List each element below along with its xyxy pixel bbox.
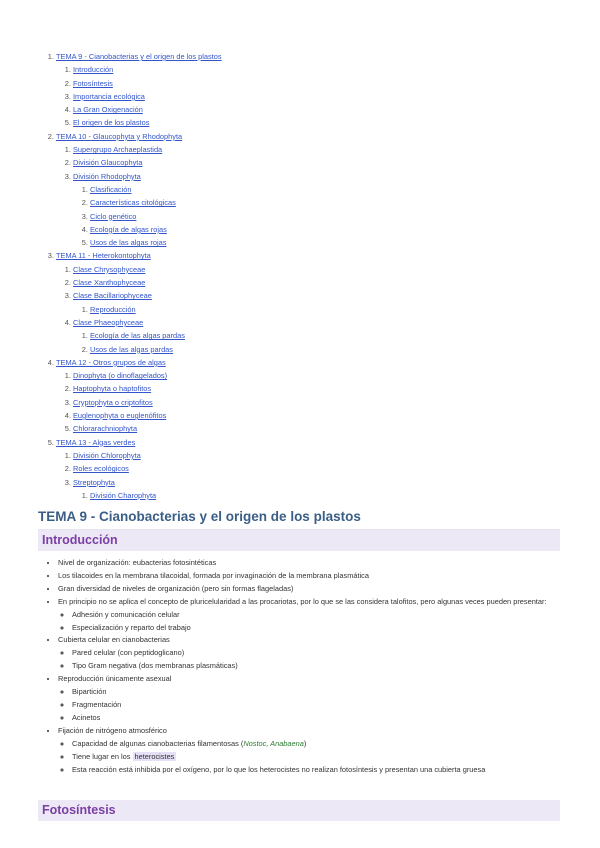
toc-item <box>73 409 574 422</box>
highlighted-term: heterocistes <box>134 751 175 761</box>
toc-list <box>73 183 574 249</box>
toc-item <box>73 316 574 356</box>
toc-link[interactable]: División Rhodophyta <box>73 171 141 181</box>
section-title: TEMA 9 - Cianobacterias y el origen de los plastos <box>38 505 560 530</box>
toc-item <box>73 369 574 382</box>
toc-list <box>56 369 574 435</box>
toc-link[interactable]: División Glaucophyta <box>73 158 143 168</box>
toc-link[interactable]: TEMA 9 - Cianobacterias y el origen de los plastos <box>56 52 222 61</box>
toc-item <box>73 143 574 156</box>
toc-link[interactable]: Chlorarachniophyta <box>73 424 138 434</box>
toc-list <box>73 303 574 316</box>
toc-item <box>73 103 574 116</box>
list-item: ◦ Esta reacción está inhibida por el oxígeno, por lo que los heterocistes no realizan fotosíntesis y presentan una cubierta gruesa <box>72 764 556 777</box>
emphasis-species: Nostoc, Anabaena <box>243 738 304 748</box>
list-item <box>72 738 556 751</box>
toc-list <box>73 329 574 356</box>
toc-item <box>73 382 574 395</box>
toc-link[interactable]: Clase Phaeophyceae <box>73 317 144 327</box>
list-item-text: Fijación de nitrógeno atmosférico <box>58 725 167 735</box>
toc-link[interactable]: TEMA 11 - Heterokontophyta <box>56 251 151 261</box>
toc-item <box>56 356 574 436</box>
list-item: ◦ Pared celular (con peptidoglicano) <box>72 647 556 660</box>
toc-item <box>73 449 574 462</box>
toc-link[interactable]: Haptophyta o haptofitos <box>73 384 152 394</box>
list-item <box>58 673 556 725</box>
toc-link[interactable]: Roles ecológicos <box>73 464 129 474</box>
list-item: ◦ Adhesión y comunicación celular <box>72 609 556 622</box>
list-item: ◦ Especialización y reparto del trabajo <box>72 622 556 635</box>
toc-item <box>90 236 574 249</box>
toc-link[interactable]: TEMA 13 - Algas verdes <box>56 437 136 447</box>
toc-link[interactable]: Clasificación <box>90 184 132 194</box>
toc-link[interactable]: División Charophyta <box>90 490 157 500</box>
toc-list <box>56 263 574 356</box>
toc-link[interactable]: Streptophyta <box>73 477 115 487</box>
toc-link[interactable]: Dinophyta (o dinoflagelados) <box>73 371 168 381</box>
toc-item <box>73 77 574 90</box>
list-item: ◦ Fragmentación <box>72 699 556 712</box>
toc-link[interactable]: Características citológicas <box>90 198 176 208</box>
toc-item <box>56 249 574 355</box>
list-item-text: Cubierta celular en cianobacterias <box>58 635 170 645</box>
text-run: Capacidad de algunas cianobacterias filamentosas ( <box>72 738 244 748</box>
toc-list <box>56 449 574 502</box>
toc-link[interactable]: Clase Xanthophyceae <box>73 278 146 288</box>
toc-link[interactable]: Fotosíntesis <box>73 78 113 88</box>
toc-link[interactable]: Ciclo genético <box>90 211 137 221</box>
list-item: • Los tilacoides en la membrana tilacoidal, formada por invaginación de la membrana plasmática <box>58 570 556 583</box>
toc-link[interactable]: División Chlorophyta <box>73 450 141 460</box>
toc-item <box>56 130 574 250</box>
toc-link[interactable]: Supergrupo Archaeplastida <box>73 145 163 155</box>
toc-item <box>73 156 574 169</box>
list-item: • Gran diversidad de niveles de organización (pero sin formas flageladas) <box>58 583 556 596</box>
toc-item <box>56 436 574 502</box>
toc-link[interactable]: Ecología de las algas pardas <box>90 331 185 341</box>
toc-link[interactable]: Introducción <box>73 65 114 75</box>
intro-content <box>46 557 556 776</box>
toc-link[interactable]: Ecología de algas rojas <box>90 224 167 234</box>
toc-link[interactable]: Euglenophyta o euglenófitos <box>73 411 167 421</box>
toc-item <box>90 329 574 342</box>
toc-item <box>73 170 574 250</box>
toc-list <box>56 143 574 249</box>
toc-item <box>73 422 574 435</box>
table-of-contents <box>34 50 574 502</box>
toc-item <box>73 476 574 503</box>
list-item: ◦ Tipo Gram negativa (dos membranas plasmáticas) <box>72 660 556 673</box>
toc-item <box>56 50 574 130</box>
list-item <box>58 634 556 673</box>
toc-list <box>34 50 574 502</box>
toc-link[interactable]: Usos de las algas rojas <box>90 238 167 248</box>
toc-item <box>90 489 574 502</box>
toc-link[interactable]: Importancia ecológica <box>73 91 145 101</box>
toc-item <box>73 63 574 76</box>
list-item-text: Reproducción únicamente asexual <box>58 674 172 684</box>
toc-item <box>90 196 574 209</box>
toc-link[interactable]: La Gran Oxigenación <box>73 105 143 115</box>
list-item: • Nivel de organización: eubacterias fotosintéticas <box>58 557 556 570</box>
list-item: ◦ Acinetos <box>72 712 556 725</box>
toc-item <box>73 90 574 103</box>
toc-item <box>90 210 574 223</box>
list-item <box>58 725 556 777</box>
list-item <box>72 751 556 764</box>
subsection-title-fotosintesis: Fotosíntesis <box>38 800 560 821</box>
list-item <box>58 596 556 635</box>
toc-link[interactable]: El origen de los plastos <box>73 118 150 128</box>
toc-link[interactable]: Reproducción <box>90 304 136 314</box>
text-run: Tiene lugar en los <box>72 751 133 761</box>
toc-item <box>73 289 574 316</box>
toc-list <box>56 63 574 129</box>
toc-item <box>90 223 574 236</box>
text-run: ) <box>303 738 307 748</box>
toc-item <box>73 116 574 129</box>
list-item: ◦ Bipartición <box>72 686 556 699</box>
toc-item <box>73 263 574 276</box>
toc-item <box>73 276 574 289</box>
toc-link[interactable]: Usos de las algas pardas <box>90 344 173 354</box>
toc-item <box>90 183 574 196</box>
toc-link[interactable]: Cryptophyta o criptofitos <box>73 397 153 407</box>
toc-item <box>90 343 574 356</box>
toc-link[interactable]: Clase Bacillariophyceae <box>73 291 152 301</box>
toc-item <box>90 303 574 316</box>
subsection-title-introduccion: Introducción <box>38 530 560 551</box>
list-item-text: En principio no se aplica el concepto de pluricelularidad a las procariotas, por lo que se las considera talofitos, pero algunas veces pueden presentar: <box>58 596 547 606</box>
toc-link[interactable]: Clase Chrysophyceae <box>73 264 146 274</box>
toc-link[interactable]: TEMA 10 - Glaucophyta y Rhodophyta <box>56 131 183 141</box>
toc-link[interactable]: TEMA 12 - Otros grupos de algas <box>56 357 166 367</box>
toc-item <box>73 462 574 475</box>
toc-list <box>73 489 574 502</box>
toc-item <box>73 396 574 409</box>
